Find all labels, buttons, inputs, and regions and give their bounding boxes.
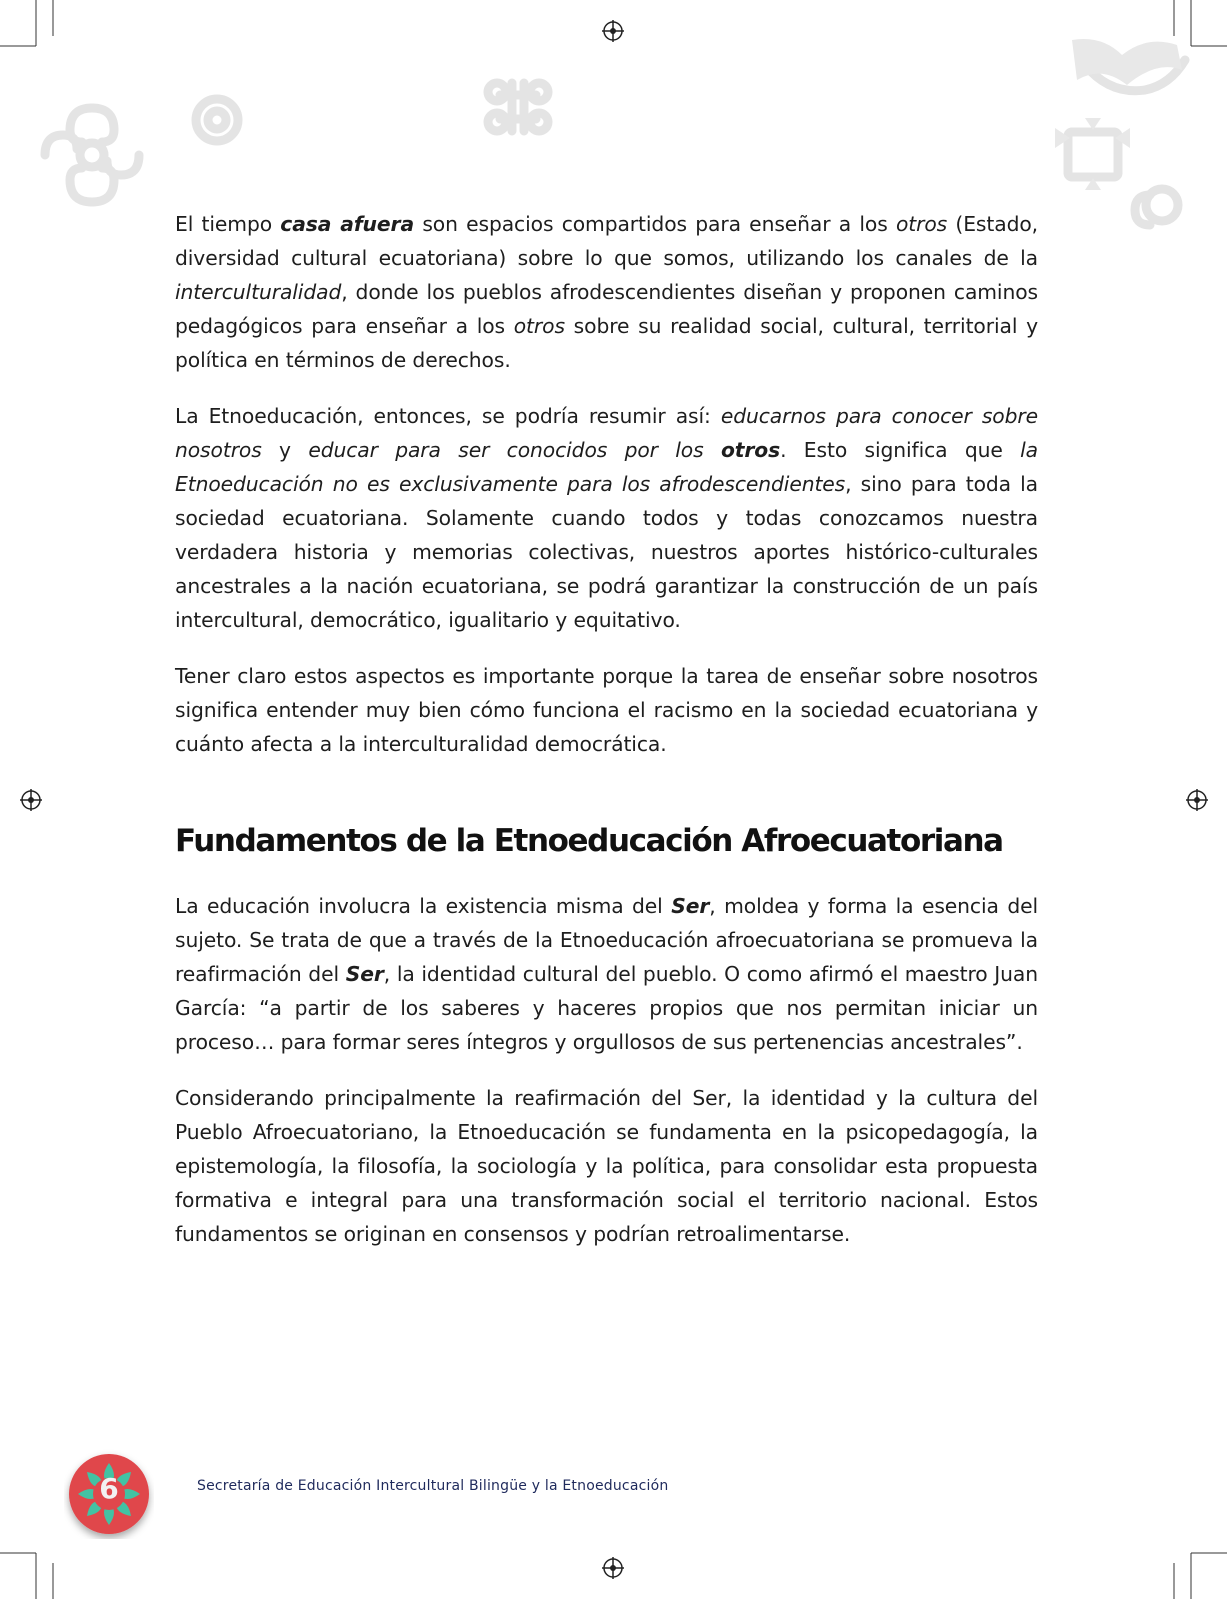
body-paragraph <box>175 889 1038 1059</box>
text-run: El tiempo <box>175 212 281 236</box>
bottom-paragraphs <box>175 889 1038 1251</box>
text-run: Ser <box>345 962 384 986</box>
text-run: La educación involucra la existencia misma del <box>175 894 672 918</box>
body-paragraph <box>175 399 1038 637</box>
text-run: otros <box>513 314 565 338</box>
text-run: , moldea y forma la esencia del sujeto. Se trata de que a través de la Etnoeducación afroecuatoriana se promueva la reafirmación del <box>175 894 1039 986</box>
page-number: 6 <box>99 1472 119 1505</box>
section-heading: Fundamentos de la Etnoeducación Afroecuatoriana <box>175 823 1003 859</box>
body-paragraph <box>175 207 1038 377</box>
text-run: , donde los pueblos afrodescendientes diseñan y proponen caminos pedagógicos para enseñar a los <box>175 280 1038 338</box>
body-paragraph <box>175 659 1038 761</box>
text-run: interculturalidad <box>175 280 342 304</box>
text-run: La Etnoeducación, entonces, se podría resumir así: <box>175 404 721 428</box>
text-run: (Estado, diversidad cultural ecuatoriana) sobre lo que somos, utilizando los canales de la <box>175 212 1038 270</box>
text-run: , la identidad cultural del pueblo. O como afirmó el maestro Juan García: “a partir de los saberes y haceres propios que nos permitan iniciar un proceso… para formar seres íntegros y orgullosos de sus pertenencias ancestrales”. <box>175 962 1039 1054</box>
text-run: otros <box>895 212 948 236</box>
text-run: la Etnoeducación no es exclusivamente para los afrodescendientes <box>175 438 1038 496</box>
text-run: Ser <box>671 894 710 918</box>
page-body <box>175 207 1038 1273</box>
text-run: y <box>261 438 309 462</box>
body-paragraph <box>175 1081 1038 1251</box>
text-run: Tener claro estos aspectos es importante porque la tarea de enseñar sobre nosotros significa entender muy bien cómo funciona el racismo en la sociedad ecuatoriana y cuánto afecta a la interculturalidad democrática. <box>175 664 1038 756</box>
top-paragraphs <box>175 207 1038 761</box>
text-run: Considerando principalmente la reafirmación del Ser, la identidad y la cultura del Pueblo Afroecuatoriano, la Etnoeducación se fundamenta en la psicopedagogía, la epistemología, la filosofía, la sociología y la política, para consolidar esta propuesta formativa e integral para una transformación social el territorio nacional. Estos fundamentos se originan en consensos y podrían retroalimentarse. <box>175 1086 1038 1246</box>
text-run: otros <box>720 438 781 462</box>
text-run: sobre su realidad social, cultural, territorial y política en términos de derechos. <box>175 314 1039 372</box>
text-run: educar para ser conocidos por los <box>308 438 721 462</box>
text-run: son espacios compartidos para enseñar a los <box>414 212 896 236</box>
text-run: educarnos para conocer sobre nosotros <box>175 404 1038 462</box>
text-run: , sino para toda la sociedad ecuatoriana. Solamente cuando todos y todas conozcamos nuestra verdadera historia y memorias colectivas, nuestros aportes histórico-culturales ancestrales a la nación ecuatoriana, se podrá garantizar la construcción de un país intercultural, democrático, igualitario y equitativo. <box>175 472 1039 632</box>
footer-publisher: Secretaría de Educación Intercultural Bilingüe y la Etnoeducación <box>197 1478 669 1494</box>
text-run: casa afuera <box>280 212 415 236</box>
text-run: . Esto significa que <box>780 438 1021 462</box>
